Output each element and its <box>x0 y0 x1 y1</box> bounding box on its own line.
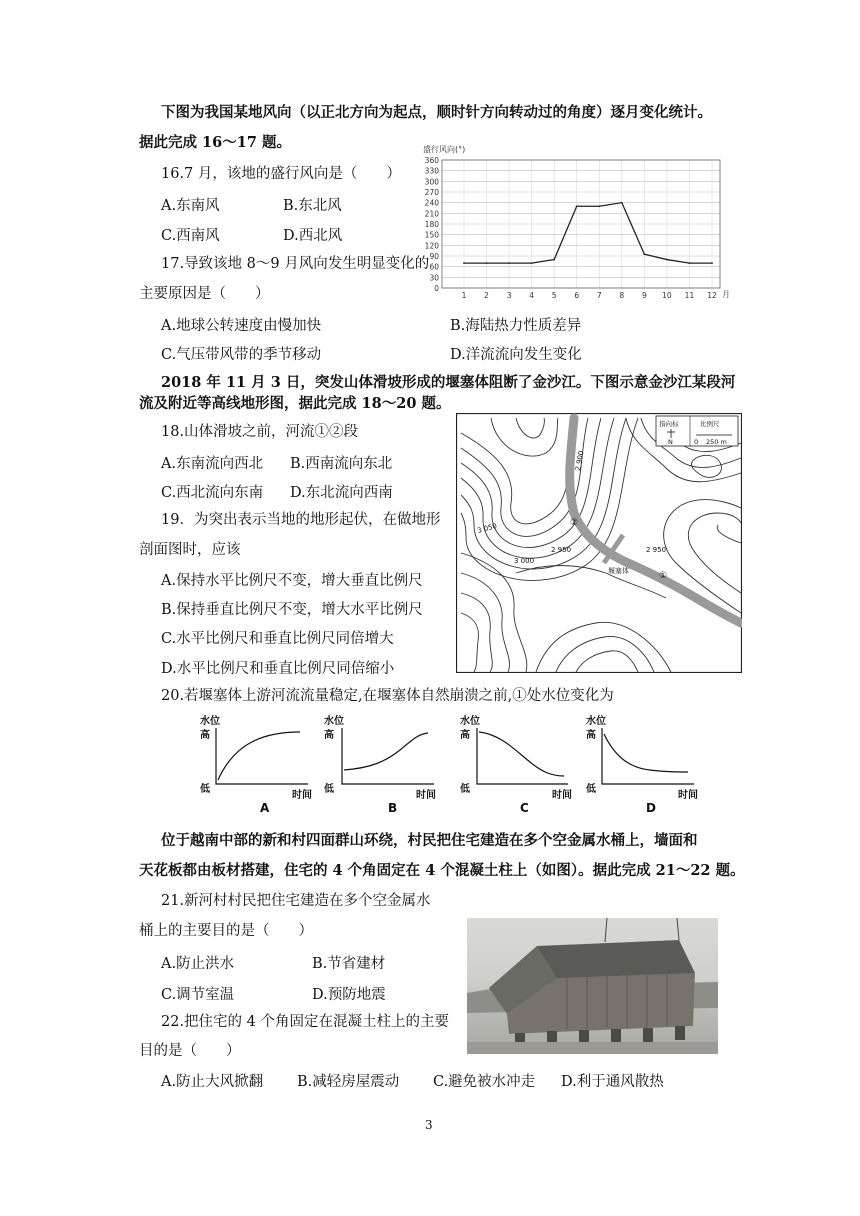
graph-b-time: 时间 <box>416 790 436 801</box>
chart-ytick-label: 150 <box>424 230 439 240</box>
intro2-line-1: 2018 年 11 月 3 日，突发山体滑坡形成的堰塞体阻断了金沙江。下图示意金沙江某段河 <box>161 374 736 391</box>
intro3-line-2: 天花板都由板材搭建，住宅的 4 个角固定在 4 个混凝土柱上（如图）。据此完成 21～22 题。 <box>139 862 745 879</box>
q17-option-c[interactable]: C.气压带风带的季节移动 <box>161 347 322 363</box>
q16-stem: 16.7 月，该地的盛行风向是（ ） <box>161 166 401 182</box>
chart-point <box>463 262 465 264</box>
graph-a-high: 高 <box>200 730 210 741</box>
chart-point <box>553 259 555 261</box>
north-letter: N <box>668 438 673 446</box>
graph-a-low: 低 <box>200 784 210 795</box>
page-number: 3 <box>425 1118 433 1132</box>
chart-ytick-label: 300 <box>424 177 439 187</box>
q18-option-d[interactable]: D.东北流向西南 <box>290 485 393 501</box>
wind-direction-chart <box>420 140 730 300</box>
graph-a-curve <box>218 732 300 780</box>
q21-option-b[interactable]: B.节省建材 <box>312 956 386 972</box>
chart-ytick-label: 90 <box>429 252 439 261</box>
chart-xtick-label: 10 <box>662 291 672 300</box>
q22-stem-2: 目的是（ ） <box>139 1043 241 1059</box>
intro3-line-1: 位于越南中部的新和村四面群山环绕，村民把住宅建造在多个空金属水桶上，墙面和 <box>161 832 698 849</box>
chart-ytick-label: 30 <box>429 273 439 283</box>
river-marker-2: ② <box>570 518 579 528</box>
chart-ytick-label: 210 <box>424 209 439 219</box>
graph-b-curve <box>344 733 428 770</box>
scale-zero: 0 <box>694 438 699 446</box>
q19-option-a[interactable]: A.保持水平比例尺不变，增大垂直比例尺 <box>161 573 423 589</box>
chart-point <box>666 259 668 261</box>
chart-xtick-label: 2 <box>484 291 489 300</box>
graph-d-curve <box>604 734 688 772</box>
q19-option-c[interactable]: C.水平比例尺和垂直比例尺同倍增大 <box>161 631 394 647</box>
chart-ytick-label: 120 <box>424 241 439 251</box>
q16-option-d[interactable]: D.西北风 <box>283 228 343 244</box>
intro2-line-2: 流及附近等高线地形图，据此完成 18～20 题。 <box>139 395 451 412</box>
contour-label-2900: 2 900 <box>574 450 586 472</box>
chart-xtick-label: 4 <box>529 291 535 300</box>
chart-ytick-label: 360 <box>424 156 439 165</box>
q22-option-d[interactable]: D.利于通风散热 <box>561 1074 664 1090</box>
north-label: 指向标 <box>659 420 679 428</box>
q21-option-a[interactable]: A.防止洪水 <box>161 956 235 972</box>
chart-xtick-label: 1 <box>461 291 467 300</box>
chart-point <box>621 202 623 204</box>
q18-option-b[interactable]: B.西南流向东北 <box>290 456 393 472</box>
q21-option-d[interactable]: D.预防地震 <box>312 987 386 1003</box>
chart-xtick-label: 5 <box>551 291 557 300</box>
chart-point <box>576 205 578 207</box>
scale-value: 250 m <box>706 438 727 446</box>
q17-stem-1: 17.导致该地 8～9 月风向发生明显变化的 <box>161 256 430 272</box>
chart-point <box>598 205 600 207</box>
graph-b-high: 高 <box>324 730 334 741</box>
graph-d-time: 时间 <box>678 790 698 801</box>
graph-a-ylabel: 水位 <box>200 716 220 727</box>
graph-b[interactable] <box>324 714 436 815</box>
q19-stem-1: 19．为突出表示当地的地形起伏，在做地形 <box>161 512 441 528</box>
chart-xtick-label: 11 <box>684 291 695 300</box>
chart-ytick-label: 0 <box>434 284 439 293</box>
graph-d-high: 高 <box>586 730 596 741</box>
q17-option-d[interactable]: D.洋流流向发生变化 <box>450 347 582 363</box>
chart-point <box>689 262 691 264</box>
graph-a-time: 时间 <box>292 790 312 801</box>
chart-xtick-label: 9 <box>641 291 647 300</box>
graph-c-time: 时间 <box>552 790 572 801</box>
q22-stem-1: 22.把住宅的 4 个角固定在混凝土柱上的主要 <box>161 1014 450 1030</box>
contour-label-3050: 3 050 <box>476 522 498 535</box>
graph-c-low: 低 <box>460 784 470 795</box>
q20-stem: 20.若堰塞体上游河流流量稳定,在堰塞体自然崩溃之前,①处水位变化为 <box>161 688 614 704</box>
q21-stem-1: 21.新河村村民把住宅建造在多个空金属水 <box>161 893 431 909</box>
graph-b-ylabel: 水位 <box>324 716 344 727</box>
q21-stem-2: 桶上的主要目的是（ ） <box>139 923 313 939</box>
chart-xtick-label: 6 <box>574 291 580 300</box>
graph-d[interactable] <box>586 714 698 815</box>
graph-c-ylabel: 水位 <box>460 716 480 727</box>
graph-a-label: A <box>260 801 270 815</box>
water-level-graphs <box>190 712 720 816</box>
house-photo <box>467 918 718 1054</box>
chart-ylabel: 盛行风向(°) <box>423 145 466 154</box>
chart-xtick-label: 12 <box>707 291 717 300</box>
graph-d-label: D <box>646 801 656 815</box>
q17-option-a[interactable]: A.地球公转速度由慢加快 <box>161 318 322 334</box>
graph-c-high: 高 <box>460 730 470 741</box>
graph-b-label: B <box>388 801 398 815</box>
chart-xtick-label: 3 <box>506 291 512 300</box>
contour-label-2950-a: 2 950 <box>551 546 572 554</box>
contour-label-2950-b: 2 950 <box>646 546 667 554</box>
graph-b-low: 低 <box>324 784 334 795</box>
dam-label: 堰塞体 <box>608 567 629 575</box>
q17-option-b[interactable]: B.海陆热力性质差异 <box>450 318 582 334</box>
chart-ytick-label: 60 <box>429 262 439 272</box>
chart-xtick-label: 8 <box>619 291 625 300</box>
contour-map <box>456 413 742 673</box>
chart-ytick-label: 330 <box>424 166 439 176</box>
contour-label-3000: 3 000 <box>514 557 535 565</box>
scale-label: 比例尺 <box>700 420 720 428</box>
q22-option-a[interactable]: A.防止大风掀翻 <box>161 1074 264 1090</box>
chart-point <box>711 262 713 264</box>
q18-option-c[interactable]: C.西北流向东南 <box>161 485 264 501</box>
graph-d-ylabel: 水位 <box>586 716 606 727</box>
chart-ytick-label: 270 <box>424 188 439 197</box>
graph-d-low: 低 <box>586 784 596 795</box>
q21-option-c[interactable]: C.调节室温 <box>161 987 235 1003</box>
chart-point <box>508 262 510 264</box>
q19-option-d[interactable]: D.水平比例尺和垂直比例尺同倍缩小 <box>161 661 395 677</box>
intro-line-1: 下图为我国某地风向（以正北方向为起点，顺时针方向转动过的角度）逐月变化统计。 <box>161 104 712 121</box>
chart-point <box>486 262 488 264</box>
chart-ytick-label: 180 <box>424 220 439 229</box>
chart-point <box>531 262 533 264</box>
q18-stem: 18.山体滑坡之前，河流①②段 <box>161 424 359 440</box>
q19-option-b[interactable]: B.保持垂直比例尺不变，增大水平比例尺 <box>161 602 423 618</box>
chart-xlabel: 月 <box>722 290 730 299</box>
q18-option-a[interactable]: A.东南流向西北 <box>161 456 264 472</box>
q16-option-c[interactable]: C.西南风 <box>161 228 220 244</box>
river-marker-1: ① <box>659 571 668 581</box>
intro-line-2: 据此完成 16～17 题。 <box>139 134 291 151</box>
chart-point <box>643 253 645 255</box>
q19-stem-2: 剖面图时，应该 <box>139 542 241 558</box>
graph-c[interactable] <box>460 714 572 815</box>
chart-ytick-label: 240 <box>424 198 439 208</box>
graph-c-label: C <box>520 801 529 815</box>
q22-option-b[interactable]: B.减轻房屋震动 <box>297 1074 400 1090</box>
graph-a[interactable] <box>200 714 312 815</box>
q17-stem-2: 主要原因是（ ） <box>139 286 270 302</box>
q16-option-b[interactable]: B.东北风 <box>283 198 342 214</box>
graph-c-curve <box>479 732 564 776</box>
q22-option-c[interactable]: C.避免被水冲走 <box>433 1074 536 1090</box>
chart-xtick-label: 7 <box>596 291 602 300</box>
chart-series-line <box>464 203 712 263</box>
q16-option-a[interactable]: A.东南风 <box>161 198 220 214</box>
